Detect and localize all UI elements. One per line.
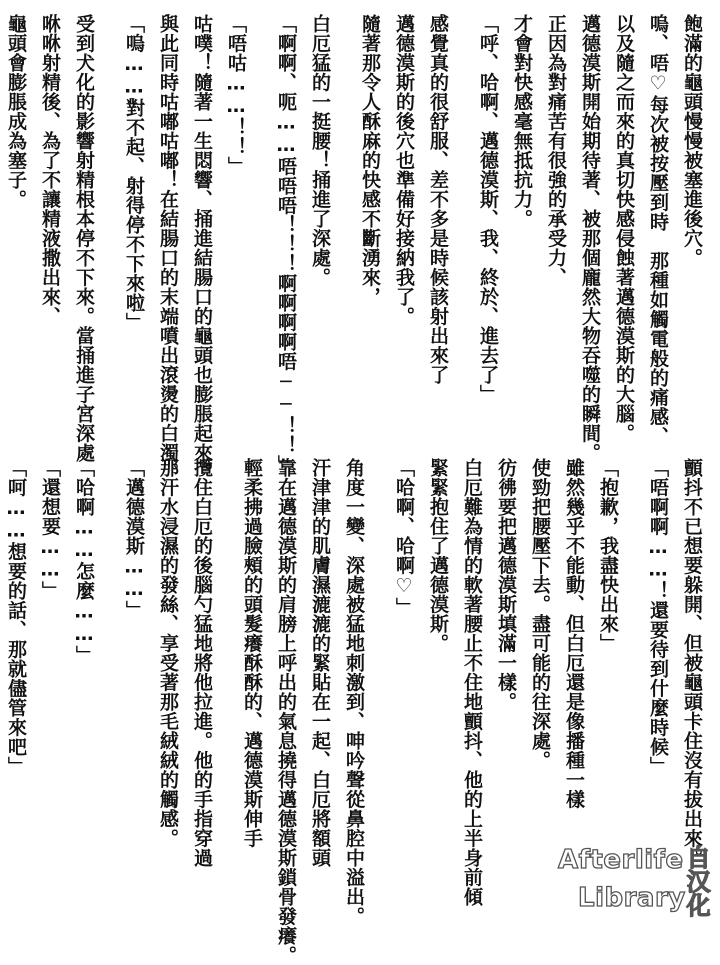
lower-text-line: 使勁把腰壓下去。盡可能的往深處。 bbox=[529, 458, 551, 770]
upper-text-line: 正因為對痛苦有很強的承受力、 bbox=[545, 14, 567, 287]
watermark-logo bbox=[558, 845, 708, 925]
upper-text-line: 嗚、唔♡每次被按壓到時 那種如觸電般的痛感、 bbox=[647, 14, 669, 446]
lower-text-line: 角度一變、深處被猛地刺激到、呻吟聲從鼻腔中溢出。 bbox=[343, 458, 365, 926]
upper-text-line: 「唔咕……！！」 bbox=[225, 14, 247, 176]
lower-text-line: 「哈啊、哈啊♡」 bbox=[393, 458, 415, 617]
watermark-line-2: Library bbox=[578, 883, 686, 913]
upper-text-line: 與此同時咕嘟咕嘟！在結腸口的末端噴出滾燙的白濁。 bbox=[157, 14, 179, 482]
lower-text-line: 「邁德漠斯……」 bbox=[123, 458, 145, 620]
watermark-line-1: Afterlife bbox=[558, 845, 684, 875]
upper-text-line: 白厄猛的一挺腰！捅進了深處。 bbox=[309, 14, 331, 287]
upper-text-line: 「呼、哈啊、邁德漠斯、我、終於、進去了」 bbox=[477, 14, 499, 404]
upper-text-line: 邁德漠斯的後穴也準備好接納我了。 bbox=[393, 14, 415, 326]
watermark-kanji: 自汉化 bbox=[682, 845, 710, 917]
upper-text-line: 才會對快感毫無抵抗力。 bbox=[511, 14, 533, 229]
lower-text-line: 「哈啊……怎麼……」 bbox=[73, 458, 95, 665]
upper-text-line: 飽滿的龜頭慢慢被塞進後穴。 bbox=[681, 14, 703, 268]
upper-text-line: 龜頭會膨脹成為塞子。 bbox=[5, 14, 27, 209]
upper-text-block bbox=[0, 14, 706, 482]
lower-text-line: 攬住白厄的後腦勺猛地將他拉進。他的手指穿過 bbox=[191, 458, 213, 868]
upper-text-line: 邁德漠斯開始期待著、被那個龐然大物吞噬的瞬間。 bbox=[579, 14, 601, 463]
lower-text-line: 輕柔拂過臉頰的頭髮癢酥酥的、邁德漠斯伸手 bbox=[241, 458, 263, 848]
lower-text-line: 「唔啊啊……！還要待到什麼時候」 bbox=[647, 458, 669, 776]
lower-text-line: 白厄難為情的軟著腰止不住地顫抖、他的上半身前傾 bbox=[461, 458, 483, 907]
lower-text-line: 那汗水浸濕的發絲、享受著那毛絨絨的觸感。 bbox=[157, 458, 179, 848]
upper-text-line: 「嗚……對不起、射得停不下來啦」 bbox=[123, 14, 145, 332]
lower-text-line: 汗津津的肌膚濕漉漉的緊貼在一起、白厄將額頭 bbox=[309, 458, 331, 868]
upper-text-line: 隨著那令人酥麻的快感不斷湧來， bbox=[359, 14, 381, 307]
upper-text-line: 感覺真的很舒服、差不多是時候該射出來了 bbox=[427, 14, 449, 385]
upper-text-line: 以及隨之而來的真切快感侵蝕著邁德漠斯的大腦。 bbox=[613, 14, 635, 443]
upper-text-line: 受到犬化的影響射精根本停不下來。當捅進子宮深處 bbox=[73, 14, 95, 463]
lower-text-line: 緊緊抱住了邁德漠斯。 bbox=[427, 458, 449, 653]
lower-text-line: 靠在邁德漠斯的肩膀上呼出的氣息撓得邁德漠斯鎖骨發癢。 bbox=[275, 458, 297, 965]
upper-text-line: 「啊啊、呃……唔唔唔！！！啊啊啊啊唔──！！」 bbox=[275, 14, 297, 475]
upper-text-line: 咻咻射精後、為了不讓精液撒出來、 bbox=[39, 14, 61, 326]
lower-text-line: 「抱歉，我盡快出來」 bbox=[597, 458, 619, 653]
lower-text-line: 「呵……想要的話、那就儘管來吧」 bbox=[5, 458, 27, 776]
lower-text-line: 「還想要……」 bbox=[39, 458, 61, 601]
lower-text-line: 彷彿要把邁德漠斯填滿一樣。 bbox=[495, 458, 517, 712]
lower-text-line: 顫抖不已想要躲開、但被龜頭卡住沒有拔出來。 bbox=[681, 458, 703, 868]
upper-text-line: 咕噗！隨著一生悶響、捅進結腸口的龜頭也膨脹起來。 bbox=[191, 14, 213, 482]
lower-text-line: 雖然幾乎不能動、但白厄還是像播種一樣 bbox=[563, 458, 585, 809]
